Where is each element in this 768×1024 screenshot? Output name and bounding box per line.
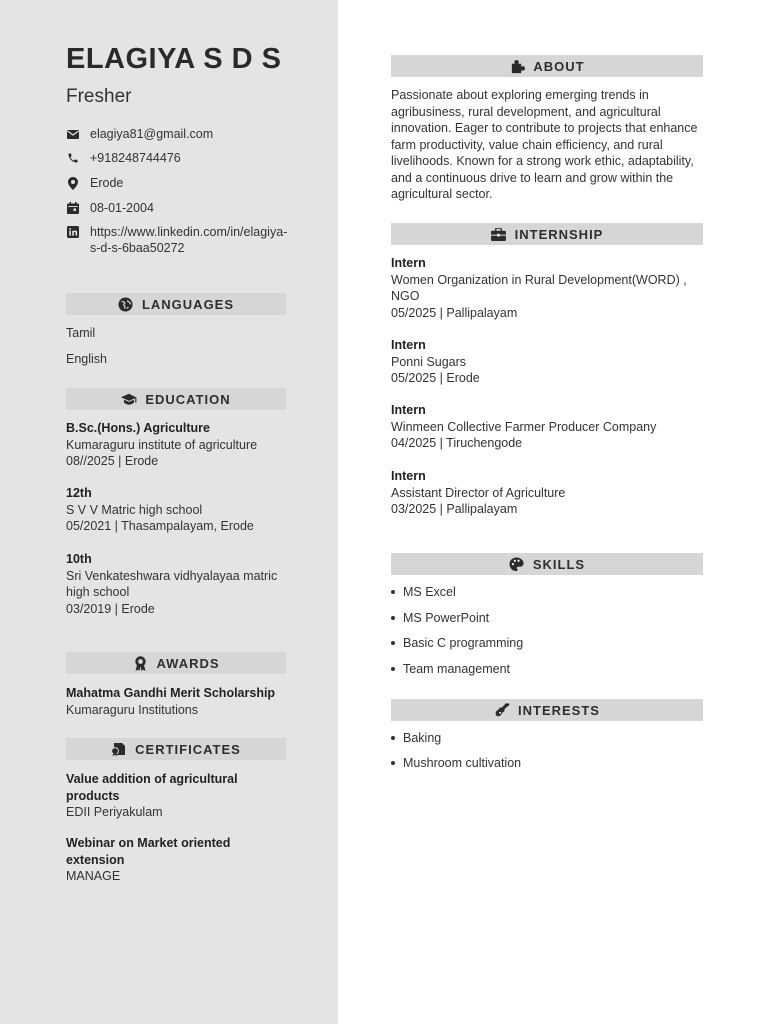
skill-text: Basic C programming [403,636,524,650]
envelope-icon [66,126,80,142]
graduation-cap-icon [121,391,137,407]
skills-header [391,553,703,575]
skill-item [391,662,510,676]
interest-text: Mushroom cultivation [403,756,522,770]
education-meta: 03/2019 | Erode [66,601,155,616]
bullet-dot [391,590,395,594]
certificate-entry [66,835,288,885]
skill-text: MS Excel [403,585,456,599]
globe-icon [118,296,134,312]
award-name: Mahatma Gandhi Merit Scholarship [66,686,276,700]
internship-meta: 03/2025 | Pallipalayam [391,502,518,516]
calendar-icon [66,200,80,216]
dob-text: 08-01-2004 [90,201,154,215]
interests-title: INTERESTS [518,702,600,718]
palette-icon [509,556,525,572]
contact-location [66,175,288,191]
skills-title: SKILLS [532,556,586,572]
education-entry [66,420,288,470]
skill-item [391,611,489,625]
contact-dob [66,200,288,216]
interest-item [391,731,441,745]
interests-header [391,699,703,721]
education-entry [66,551,288,617]
language-item: Tamil [66,326,96,340]
internship-meta: 04/2025 | Tiruchengode [391,436,523,450]
bullet-dot [391,761,395,765]
internship-entry [391,402,703,452]
internship-org: Assistant Director of Agriculture [391,485,566,500]
award-entry [66,685,288,718]
education-title: EDUCATION [145,391,231,407]
certificate-icon [111,741,127,757]
candidate-name: ELAGIYA S D S [66,43,282,75]
internship-role: Intern [391,469,426,483]
contact-email[interactable] [66,126,288,142]
language-item: English [66,352,107,366]
skill-text: Team management [403,662,511,676]
map-pin-icon [66,175,80,191]
internship-entry [391,255,703,321]
internship-role: Intern [391,256,426,270]
about-text: Passionate about exploring emerging trends in agribusiness, rural development, and agricultural innovation. Eager to contribute to projects that enhance farm productivity, value chain efficiency, and rural livelihoods. Known for a strong work ethic, adaptability, and a continuous drive to learn and grow within the agricultural sector. [391,88,698,201]
internship-meta: 05/2025 | Erode [391,371,480,385]
linkedin-icon [66,224,80,240]
linkedin-text: https://www.linkedin.com/in/elagiya-s-d-s-6baa50272 [90,225,288,255]
bullet-dot [391,667,395,671]
education-degree: 12th [66,486,92,500]
briefcase-icon [491,226,507,242]
internship-role: Intern [391,403,426,417]
about-title: ABOUT [533,58,585,74]
education-meta: 08//2025 | Erode [66,454,159,468]
phone-icon [66,150,80,166]
contact-linkedin[interactable] [66,224,288,256]
certificate-name: Webinar on Market oriented extension [66,836,231,867]
certificate-org: EDII Periyakulam [66,805,163,819]
awards-header [66,652,286,674]
education-school: S V V Matric high school [66,502,203,517]
internship-org: Women Organization in Rural Development(WORD) , NGO [391,272,687,303]
bullet-dot [391,641,395,645]
bullet-dot [391,616,395,620]
phone-text: +918248744476 [90,151,181,165]
location-text: Erode [90,176,124,190]
contact-phone[interactable] [66,150,288,166]
internship-org: Ponni Sugars [391,354,467,369]
certificates-header [66,738,286,760]
email-text: elagiya81@gmail.com [90,127,214,141]
education-meta: 05/2021 | Thasampalayam, Erode [66,519,254,533]
internship-header [391,223,703,245]
about-header [391,55,703,77]
internship-entry [391,337,703,387]
education-degree: 10th [66,552,92,566]
internship-title: INTERNSHIP [514,226,604,242]
certificate-entry [66,771,288,821]
certificate-org: MANAGE [66,869,121,883]
interest-item [391,756,521,770]
languages-title: LANGUAGES [141,296,235,312]
education-header [66,388,286,410]
internship-role: Intern [391,338,426,352]
education-degree: B.Sc.(Hons.) Agriculture [66,421,210,435]
bullet-dot [391,736,395,740]
skill-item [391,636,523,650]
education-entry [66,485,288,535]
internship-org: Winmeen Collective Farmer Producer Company [391,419,657,434]
candidate-role: Fresher [66,86,132,107]
award-ribbon-icon [132,655,148,671]
education-school: Kumaraguru institute of agriculture [66,437,258,452]
languages-header [66,293,286,315]
guitar-icon [494,702,510,718]
skill-item [391,585,456,599]
awards-title: AWARDS [156,655,220,671]
internship-meta: 05/2025 | Pallipalayam [391,305,518,320]
puzzle-piece-icon [509,58,525,74]
internship-entry [391,468,703,518]
interest-text: Baking [403,731,442,745]
education-school: Sri Venkateshwara vidhyalayaa matric high school [66,568,278,599]
certificates-title: CERTIFICATES [135,741,241,757]
certificate-name: Value addition of agricultural products [66,772,238,803]
award-org: Kumaraguru Institutions [66,702,199,717]
skill-text: MS PowerPoint [403,611,490,625]
